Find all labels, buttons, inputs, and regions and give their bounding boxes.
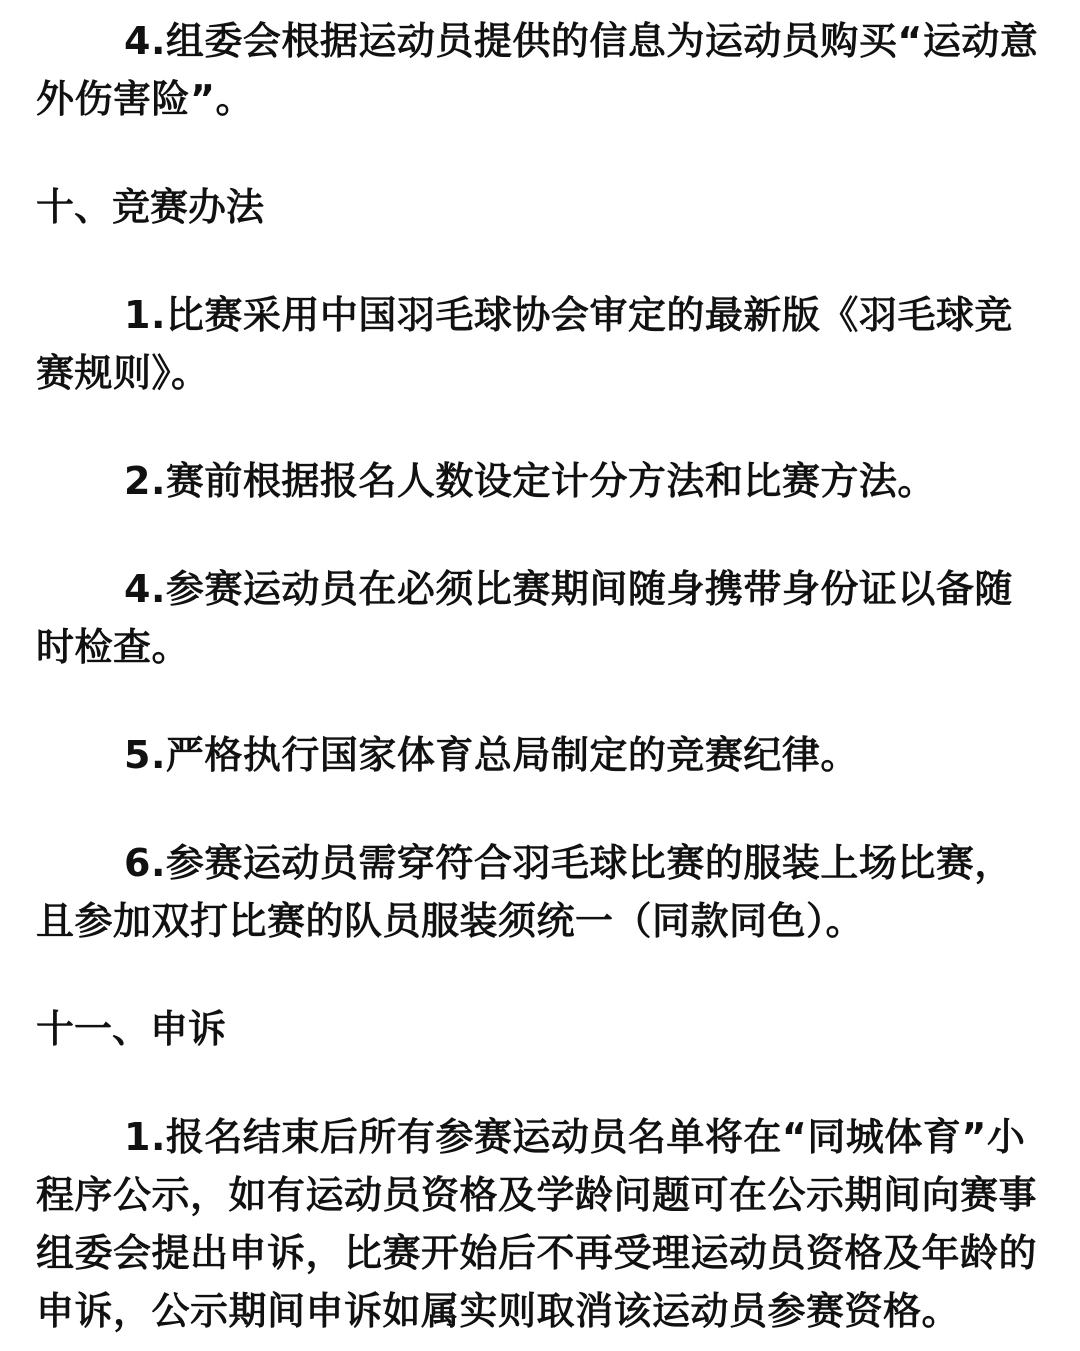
spacer (36, 950, 1046, 1000)
item-rules-1: 1.比赛采用中国羽毛球协会审定的最新版《羽毛球竞赛规则》。 (36, 293, 1013, 395)
spacer (36, 1058, 1046, 1108)
item-rules-5: 5.严格执行国家体育总局制定的竞赛纪律。 (124, 733, 859, 777)
spacer (36, 676, 1046, 726)
document-page (36, 12, 1046, 1340)
spacer (36, 784, 1046, 834)
spacer (36, 510, 1046, 560)
spacer (36, 128, 1046, 178)
section-heading-competition-rules: 十、竞赛办法 (36, 185, 265, 229)
item-appeal-1: 1.报名结束后所有参赛运动员名单将在“同城体育”小程序公示，如有运动员资格及学龄问题可在公示期间向赛事组委会提出申诉，比赛开始后不再受理运动员资格及年龄的申诉，公示期间申诉如属实则取消该运动员参赛资格。 (36, 1115, 1038, 1333)
spacer (36, 402, 1046, 452)
item-rules-2: 2.赛前根据报名人数设定计分方法和比赛方法。 (124, 459, 936, 503)
item-insurance: 4.组委会根据运动员提供的信息为运动员购买“运动意外伤害险”。 (36, 19, 1039, 121)
item-rules-4: 4.参赛运动员在必须比赛期间随身携带身份证以备随时检查。 (36, 567, 1013, 669)
spacer (36, 236, 1046, 286)
section-heading-appeal: 十一、申诉 (36, 1007, 227, 1051)
item-rules-6: 6.参赛运动员需穿符合羽毛球比赛的服装上场比赛，且参加双打比赛的队员服装须统一（同款同色）。 (36, 841, 1013, 943)
